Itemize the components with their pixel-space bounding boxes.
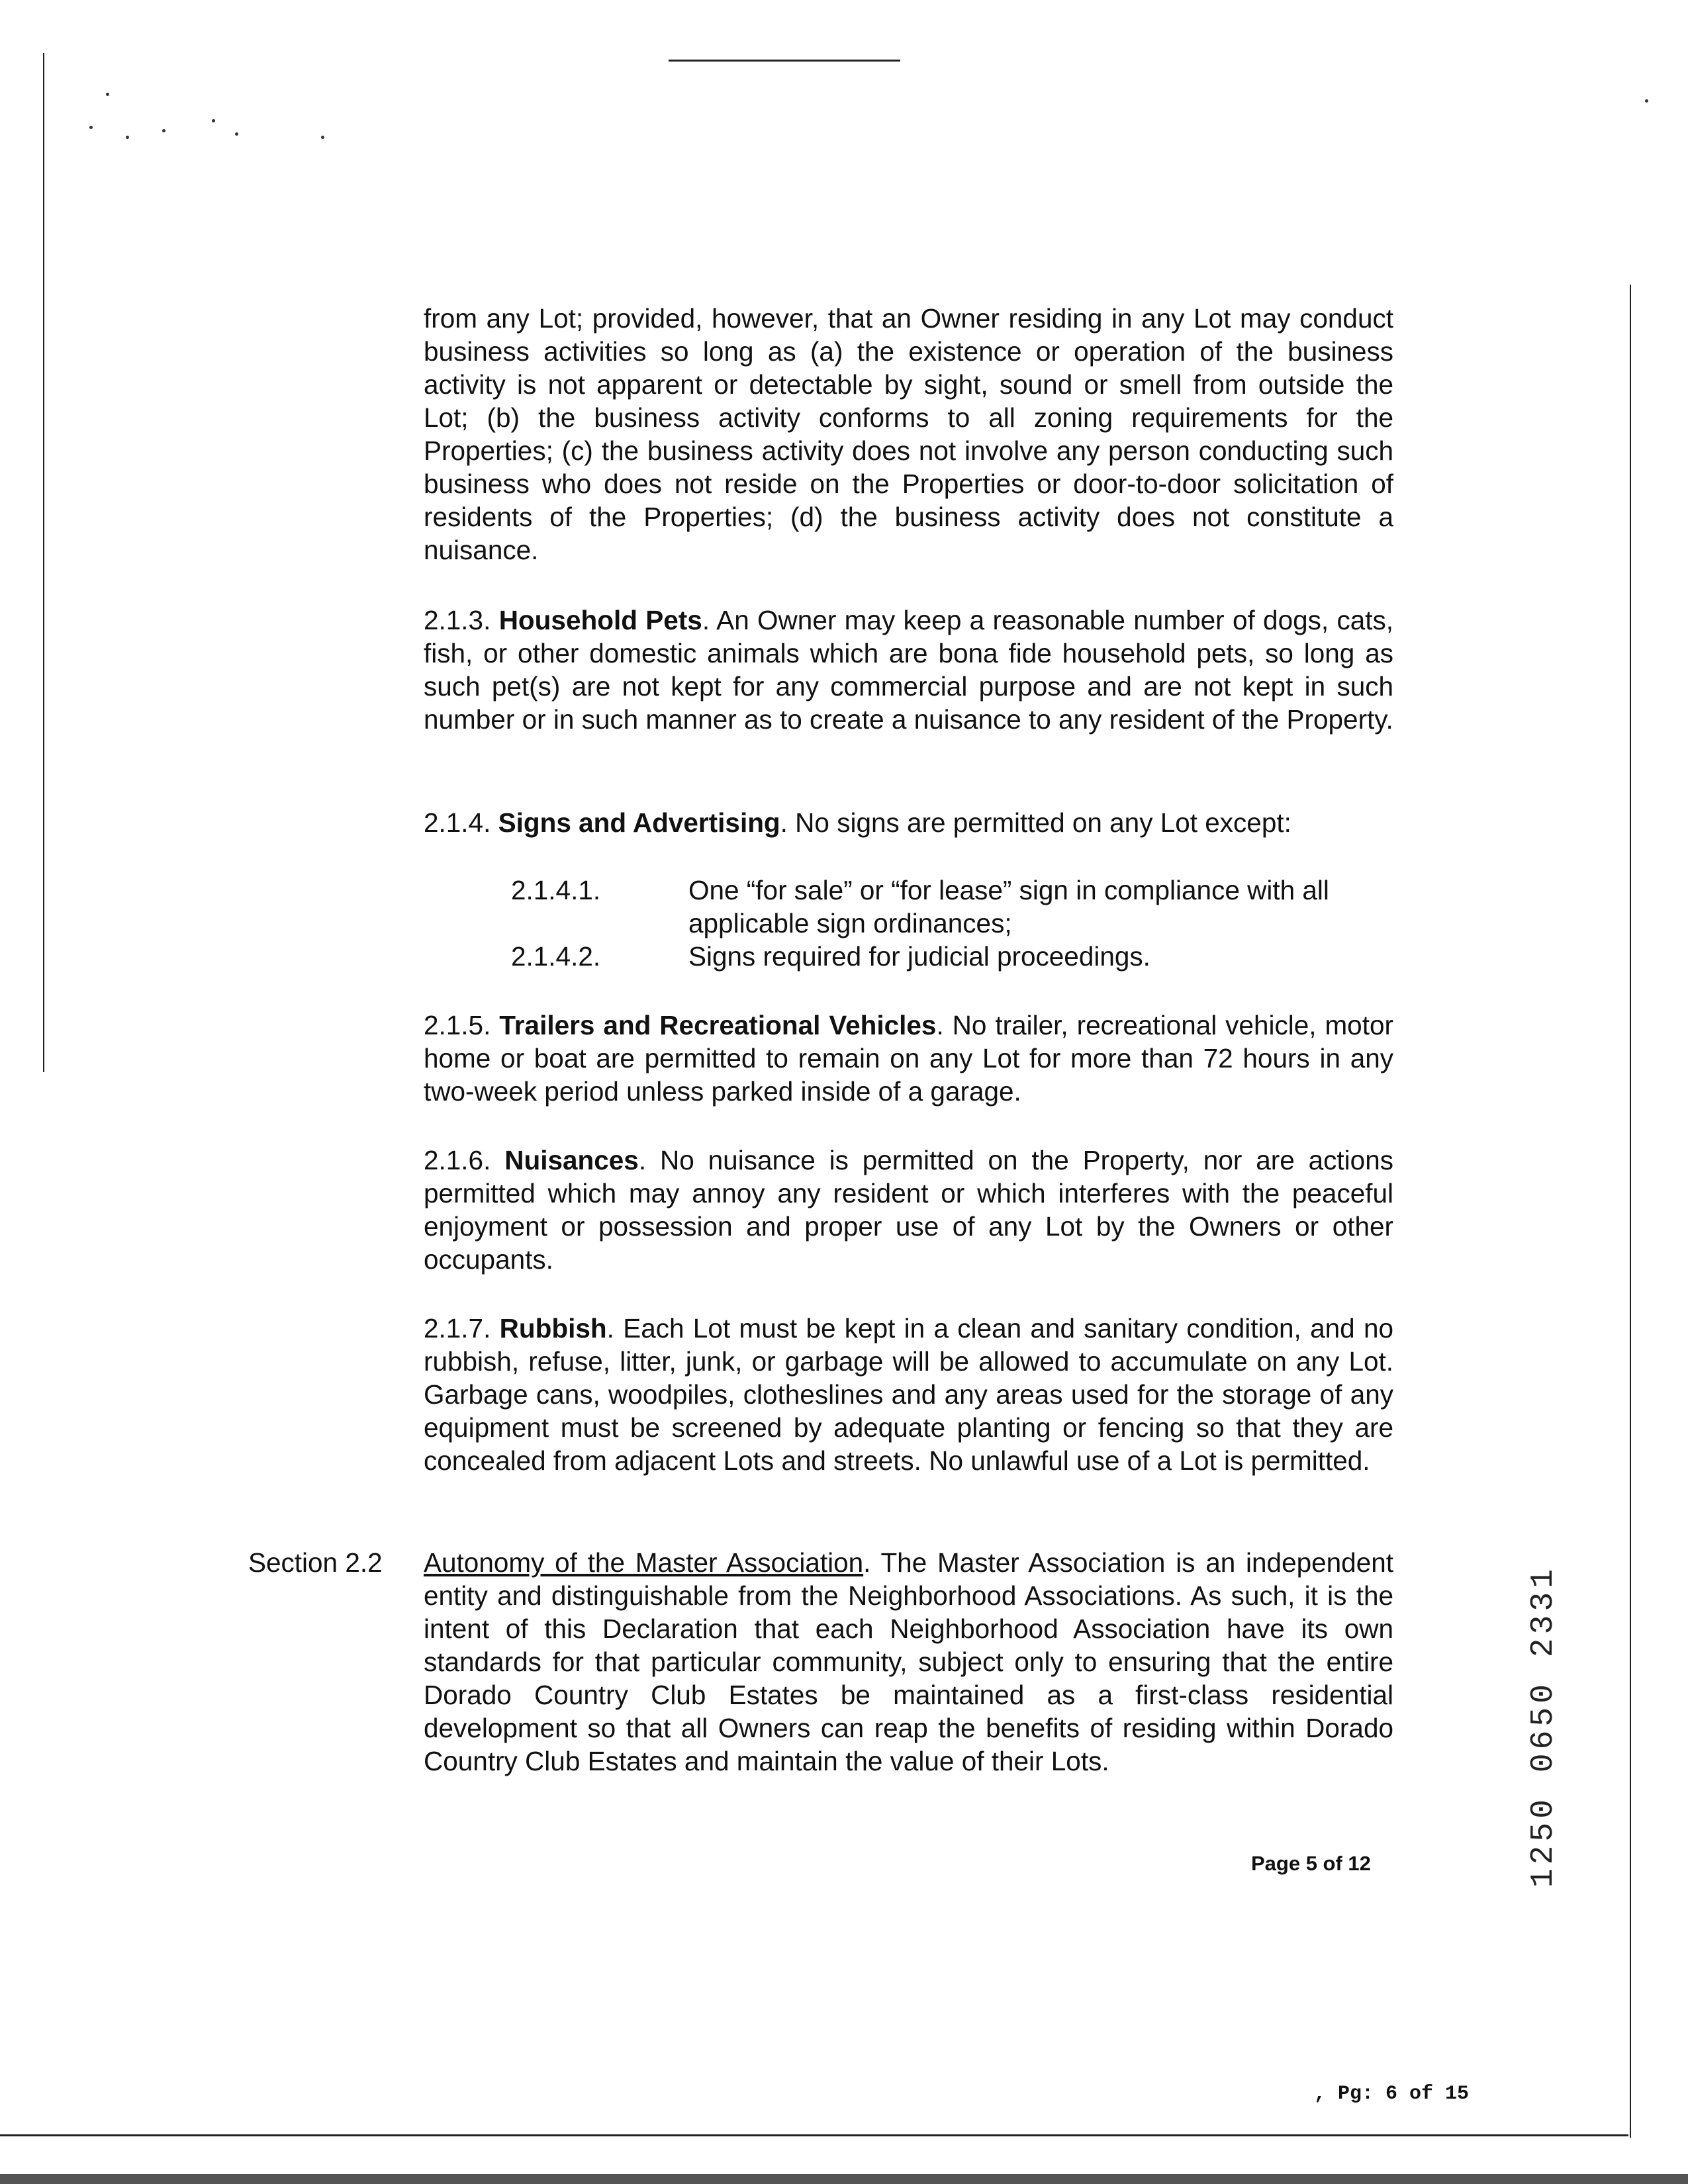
scan-edge	[0, 2174, 1688, 2184]
section-text: . An Owner may keep a reasonable number of dogs, cats, fish, or other domestic animals which are bona fide household pets, so long as such pet(s) are not kept for any commercial purpose and are not kept in such number or in such manner as to create a nuisance to any resident of the Property.	[424, 605, 1393, 735]
continuation-paragraph: from any Lot; provided, however, that an Owner residing in any Lot may conduct business activities so long as (a) the existence or operation of the business activity is not apparent or detectable by sight, sound or smell from outside the Lot; (b) the business activity conforms to all zoning requirements for the Properties; (c) the business activity does not involve any person conducting such business who does not reside on the Properties or door-to-door solicitation of residents of the Properties; (d) the business activity does not constitute a nuisance.	[424, 303, 1393, 565]
recording-page-stamp: , Pg: 6 of 15	[1314, 2083, 1470, 2105]
section-2-1-3	[424, 604, 1393, 736]
section-2-1-7	[424, 1312, 1393, 1477]
section-2-1-4	[424, 806, 1393, 839]
scan-speck	[162, 129, 165, 132]
section-text: . No signs are permitted on any Lot except:	[780, 807, 1291, 838]
section-heading: Household Pets	[498, 605, 702, 635]
section-heading: Signs and Advertising	[498, 807, 780, 838]
scan-speck	[1645, 99, 1648, 103]
left-margin-line	[43, 53, 44, 1072]
scan-speck	[106, 93, 109, 96]
section-2-1-5	[424, 1009, 1393, 1108]
section-number: 2.1.7.	[424, 1313, 491, 1343]
subsection-2-1-4-1-text: One “for sale” or “for lease” sign in compliance with all applicable sign ordinances;	[688, 875, 1329, 938]
section-heading: Rubbish	[499, 1313, 607, 1343]
recording-number-stamp: 1250 0650 2331	[1526, 1565, 1562, 1888]
section-number: 2.1.5.	[424, 1010, 491, 1040]
page-number: Page 5 of 12	[1251, 1852, 1371, 1875]
bottom-rule	[0, 2134, 1628, 2136]
section-text: . No nuisance is permitted on the Property, nor are actions permitted which may annoy any resident or which interferes with the peaceful enjoyment or possession and proper use of any Lot by the Owners or other occupants.	[424, 1145, 1393, 1275]
section-heading: Nuisances	[504, 1145, 639, 1175]
subsection-2-1-4-2-number: 2.1.4.2.	[511, 941, 601, 972]
section-2-1-6	[424, 1144, 1393, 1276]
section-number: 2.1.4.	[424, 807, 491, 838]
top-rule	[669, 60, 900, 62]
scan-speck	[321, 136, 324, 139]
right-margin-line	[1630, 285, 1631, 2138]
section-text: . Each Lot must be kept in a clean and sanitary condition, and no rubbish, refuse, litter, junk, or garbage will be allowed to accumulate on any Lot. Garbage cans, woodpiles, clotheslines and any areas used for the storage of any equipment must be screened by adequate planting or fencing so that they are concealed from adjacent Lots and streets. No unlawful use of a Lot is permitted.	[424, 1313, 1393, 1476]
scan-speck	[235, 132, 238, 136]
section-2-2-label: Section 2.2	[248, 1547, 383, 1578]
section-text: . No trailer, recreational vehicle, motor home or boat are permitted to remain on any Lot for more than 72 hours in any two-week period unless parked inside of a garage.	[424, 1010, 1393, 1107]
scan-speck	[212, 119, 215, 122]
section-number: 2.1.6.	[424, 1145, 491, 1175]
section-text: . The Master Association is an independent entity and distinguishable from the Neighborhood Associations. As such, it is the intent of this Declaration that each Neighborhood Association have its own standards for that particular community, subject only to ensuring that the entire Dorado Country Club Estates be maintained as a first-class residential development so that all Owners can reap the benefits of residing within Dorado Country Club Estates and maintain the value of their Lots.	[424, 1547, 1393, 1776]
scan-speck	[126, 136, 129, 139]
subsection-2-1-4-2-text: Signs required for judicial proceedings.	[688, 941, 1150, 972]
section-number: 2.1.3.	[424, 605, 491, 635]
scan-speck	[89, 126, 93, 129]
section-2-2	[424, 1546, 1393, 1778]
subsection-2-1-4-1-number: 2.1.4.1.	[511, 875, 601, 905]
section-heading: Trailers and Recreational Vehicles	[499, 1010, 937, 1040]
section-heading: Autonomy of the Master Association	[424, 1547, 864, 1578]
